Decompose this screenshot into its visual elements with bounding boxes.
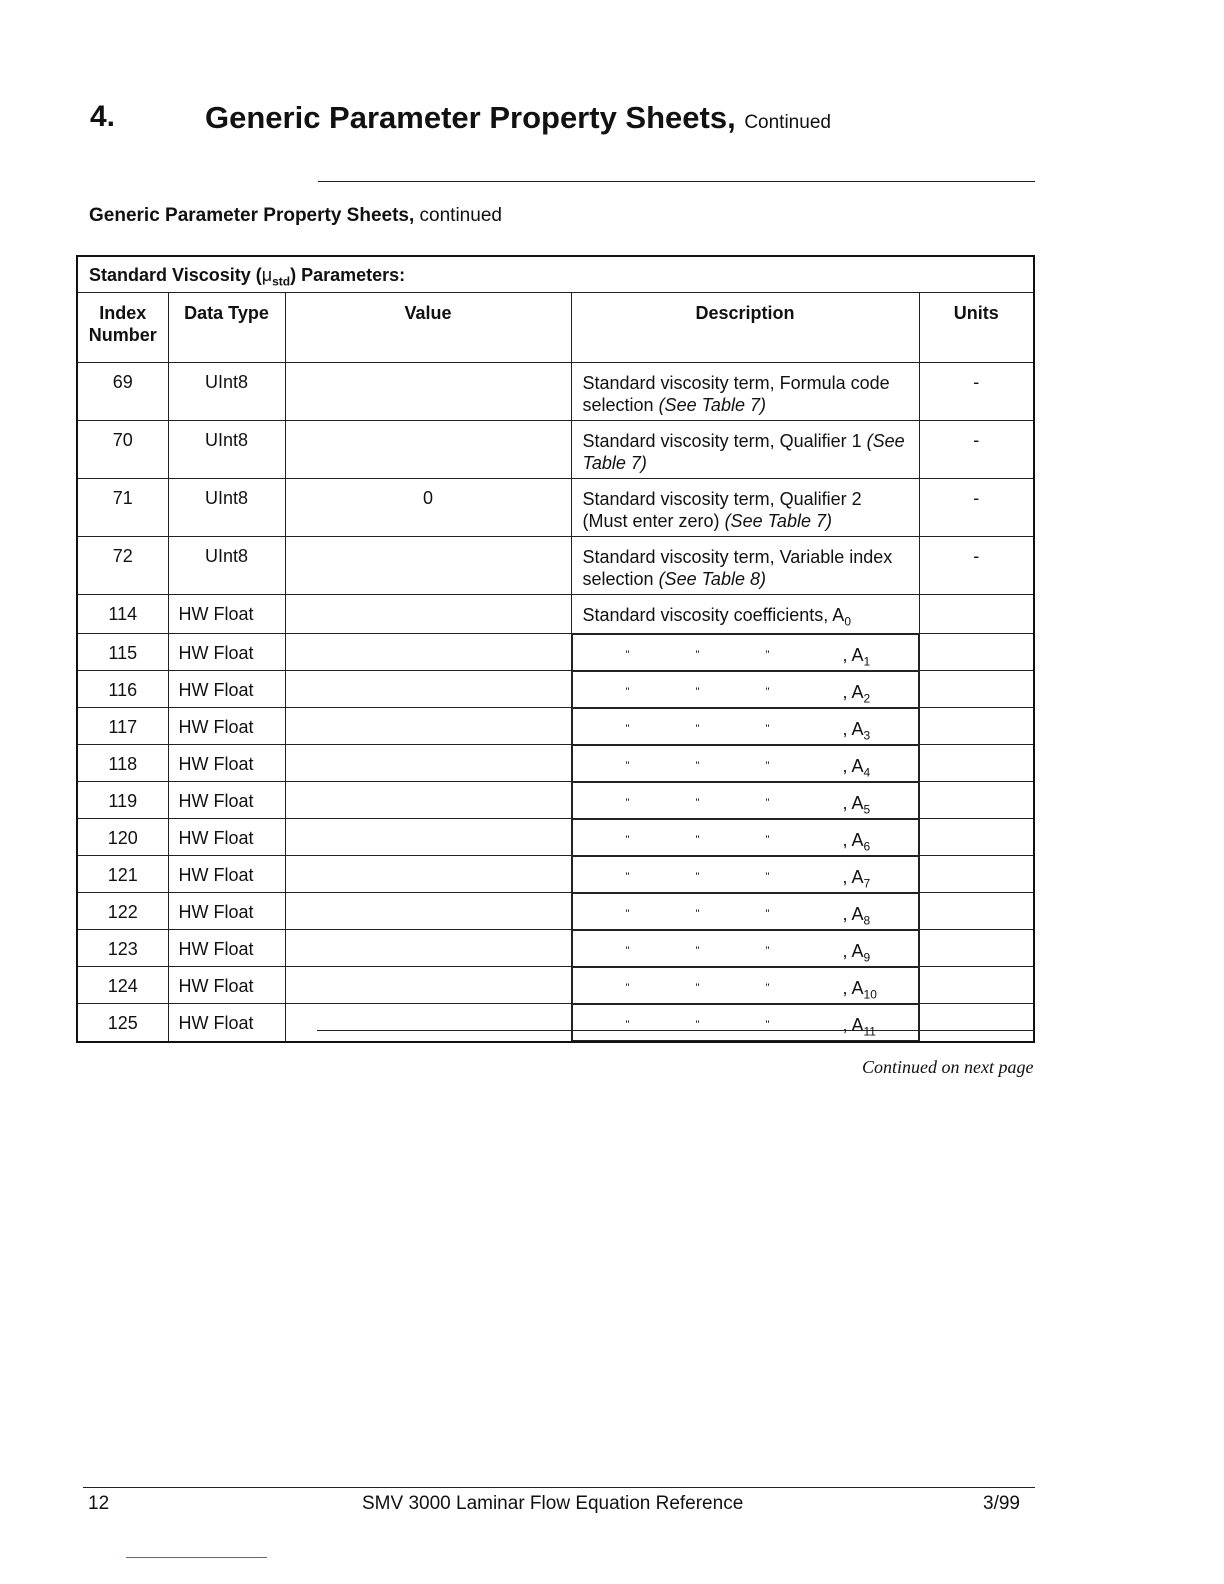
cell-units: - [919,363,1034,421]
cell-index: 116 [77,671,168,708]
cell-description [572,967,919,1004]
coefficient-label [843,866,871,892]
cell-units [919,708,1034,745]
cell-index: 119 [77,782,168,819]
continued-note: Continued on next page [862,1057,1034,1077]
ditto-mark: " [765,907,770,920]
coefficient-prefix: , A [842,940,864,961]
section-title-suffix: Continued [744,112,831,133]
desc-ref: (See Table 7) [724,511,832,531]
ditto-mark: " [695,759,700,772]
subheading [89,205,502,227]
cell-value [285,782,571,819]
cell-index: 70 [77,421,168,479]
coefficient-sub: 3 [863,728,871,743]
cell-value [285,708,571,745]
coefficient-prefix: , A [842,829,864,850]
ditto-mark: " [625,1018,630,1031]
cell-index: 72 [77,537,168,595]
cell-description [572,782,919,819]
ditto-mark: " [695,722,700,735]
coefficient-prefix: , A [842,718,864,739]
bottom-rule [317,1030,1034,1031]
cell-value [285,930,571,967]
coefficient-prefix: , A [842,755,864,776]
coefficient-sub: 4 [863,765,871,780]
cell-type: HW Float [168,930,285,967]
top-rule [318,181,1035,182]
ditto-mark: " [765,722,770,735]
footer-date: 3/99 [983,1493,1020,1514]
ditto-mark: " [695,944,700,957]
col-header-description: Description [571,293,919,363]
caption-prefix: Standard Viscosity ( [89,265,262,285]
section-title [205,100,831,136]
ditto-mark: " [625,944,630,957]
cell-type: HW Float [168,708,285,745]
cell-index: 121 [77,856,168,893]
desc-text: Standard viscosity coefficients, A [582,605,845,625]
cell-units [919,893,1034,930]
cell-type: HW Float [168,633,285,671]
table-header-row [77,293,1034,363]
ditto-mark: " [625,722,630,735]
cell-index: 114 [77,595,168,634]
cell-type: HW Float [168,595,285,634]
table-row [77,479,1034,537]
footer-title: SMV 3000 Laminar Flow Equation Reference [362,1493,744,1514]
cell-value [285,633,571,671]
ditto-mark: " [765,944,770,957]
coefficient-prefix: , A [842,903,864,924]
cell-index: 115 [77,633,168,671]
caption-symbol-sub: std [272,274,291,289]
cell-description [572,671,919,708]
ditto-mark: " [695,685,700,698]
cell-units [919,782,1034,819]
coefficient-label [843,940,871,966]
coefficient-label [843,1014,876,1040]
subheading-bold: Generic Parameter Property Sheets, [89,205,415,226]
cell-description [572,634,919,671]
coefficient-sub: 8 [863,913,871,928]
ditto-mark: " [765,981,770,994]
coefficient-prefix: , A [842,977,864,998]
cell-index: 120 [77,819,168,856]
desc-ref: (See Table 8) [658,569,766,589]
cell-type: HW Float [168,819,285,856]
col-header-units: Units [919,293,1034,363]
parameters-table [76,255,1035,1043]
coefficient-prefix: , A [842,792,864,813]
cell-value [285,967,571,1004]
cell-value [285,745,571,782]
table-row [77,708,1034,745]
cell-description [572,930,919,967]
ditto-mark: " [695,870,700,883]
col-header-type: Data Type [168,293,285,363]
cell-description [572,708,919,745]
cell-description [571,479,919,537]
ditto-mark: " [765,833,770,846]
coefficient-prefix: , A [842,1014,864,1035]
desc-text: Standard viscosity term, Formula code selection [582,373,890,415]
cell-units [919,856,1034,893]
footer-rule [83,1487,1035,1488]
cell-type: HW Float [168,745,285,782]
cell-type: UInt8 [168,537,285,595]
cell-units [919,633,1034,671]
cell-type: HW Float [168,856,285,893]
ditto-mark: " [625,685,630,698]
table-row [77,1004,1034,1042]
table-row [77,819,1034,856]
ditto-mark: " [695,981,700,994]
cell-description [572,1004,919,1041]
cell-description [571,363,919,421]
col-header-value: Value [285,293,571,363]
coefficient-label [843,977,877,1003]
cell-value [285,819,571,856]
cell-units [919,930,1034,967]
cell-index: 117 [77,708,168,745]
cell-description [571,595,919,634]
table-row [77,856,1034,893]
coefficient-sub: 2 [863,691,871,706]
ditto-mark: " [625,648,630,661]
cell-value [285,671,571,708]
cell-description [571,537,919,595]
desc-sub: 0 [844,614,851,629]
section-number: 4. [90,100,116,133]
coefficient-prefix: , A [842,866,864,887]
cell-index: 122 [77,893,168,930]
coefficient-prefix: , A [842,644,864,665]
coefficient-sub: 10 [863,987,877,1002]
cell-index: 124 [77,967,168,1004]
coefficient-sub: 9 [863,950,871,965]
table-row [77,633,1034,671]
cell-description [572,745,919,782]
coefficient-label [843,718,871,744]
ditto-mark: " [765,870,770,883]
desc-text: Standard viscosity term, Qualifier 2 (Must enter zero) [582,489,862,531]
cell-value [285,363,571,421]
desc-text: Standard viscosity term, Qualifier 1 [582,431,862,451]
cell-type: HW Float [168,1004,285,1042]
table-row [77,595,1034,634]
table-caption [77,256,1034,293]
coefficient-label [843,644,871,670]
coefficient-sub: 7 [863,876,871,891]
ditto-mark: " [765,1018,770,1031]
ditto-mark: " [625,907,630,920]
ditto-mark: " [695,648,700,661]
cell-units: - [919,537,1034,595]
coefficient-label [843,792,871,818]
cell-value [285,421,571,479]
cell-units: - [919,479,1034,537]
col-header-index: Index Number [77,293,168,363]
cell-index: 118 [77,745,168,782]
cell-units: - [919,421,1034,479]
cell-units [919,1004,1034,1042]
coefficient-prefix: , A [842,681,864,702]
table-row [77,930,1034,967]
cell-units [919,671,1034,708]
coefficient-sub: 1 [863,654,871,669]
table-row [77,421,1034,479]
ditto-mark: " [625,981,630,994]
page-number: 12 [88,1493,110,1514]
cell-description [572,856,919,893]
table-row [77,363,1034,421]
cell-description [571,421,919,479]
coefficient-sub: 11 [863,1024,876,1039]
cell-units [919,967,1034,1004]
cell-value [285,893,571,930]
cell-type: UInt8 [168,363,285,421]
subheading-normal: continued [419,205,502,226]
ditto-mark: " [695,796,700,809]
cell-units [919,745,1034,782]
cell-type: UInt8 [168,421,285,479]
cell-index: 125 [77,1004,168,1042]
coefficient-rows [77,633,1034,1042]
table-row [77,537,1034,595]
coefficient-sub: 5 [863,802,871,817]
table-row [77,782,1034,819]
section-title-text: Generic Parameter Property Sheets, [205,100,736,135]
ditto-mark: " [695,1018,700,1031]
table-row [77,893,1034,930]
desc-text: Standard viscosity term, Variable index selection [582,547,893,589]
ditto-mark: " [765,796,770,809]
ditto-mark: " [765,648,770,661]
ditto-mark: " [695,907,700,920]
coefficient-label [843,681,871,707]
ditto-mark: " [625,833,630,846]
link-underline [126,1557,267,1558]
cell-type: UInt8 [168,479,285,537]
cell-value [285,856,571,893]
cell-description [572,819,919,856]
coefficient-label [843,755,871,781]
desc-ref: (See Table 7) [658,395,766,415]
cell-value [285,595,571,634]
ditto-mark: " [695,833,700,846]
cell-type: HW Float [168,671,285,708]
ditto-mark: " [625,796,630,809]
coefficient-sub: 6 [863,839,871,854]
cell-type: HW Float [168,967,285,1004]
desc-ref: (See Table 7) [582,431,905,473]
cell-index: 69 [77,363,168,421]
cell-value [285,537,571,595]
cell-units [919,595,1034,634]
ditto-mark: " [765,759,770,772]
table-row [77,745,1034,782]
cell-units [919,819,1034,856]
caption-symbol: μ [261,265,273,285]
cell-type: HW Float [168,893,285,930]
table-row [77,671,1034,708]
table-row [77,967,1034,1004]
ditto-mark: " [625,870,630,883]
cell-index: 123 [77,930,168,967]
cell-index: 71 [77,479,168,537]
ditto-mark: " [625,759,630,772]
cell-value: 0 [285,479,571,537]
cell-type: HW Float [168,782,285,819]
ditto-mark: " [765,685,770,698]
caption-suffix: ) Parameters: [290,265,406,285]
coefficient-label [843,829,871,855]
coefficient-label [843,903,871,929]
cell-value [285,1004,571,1042]
cell-description [572,893,919,930]
